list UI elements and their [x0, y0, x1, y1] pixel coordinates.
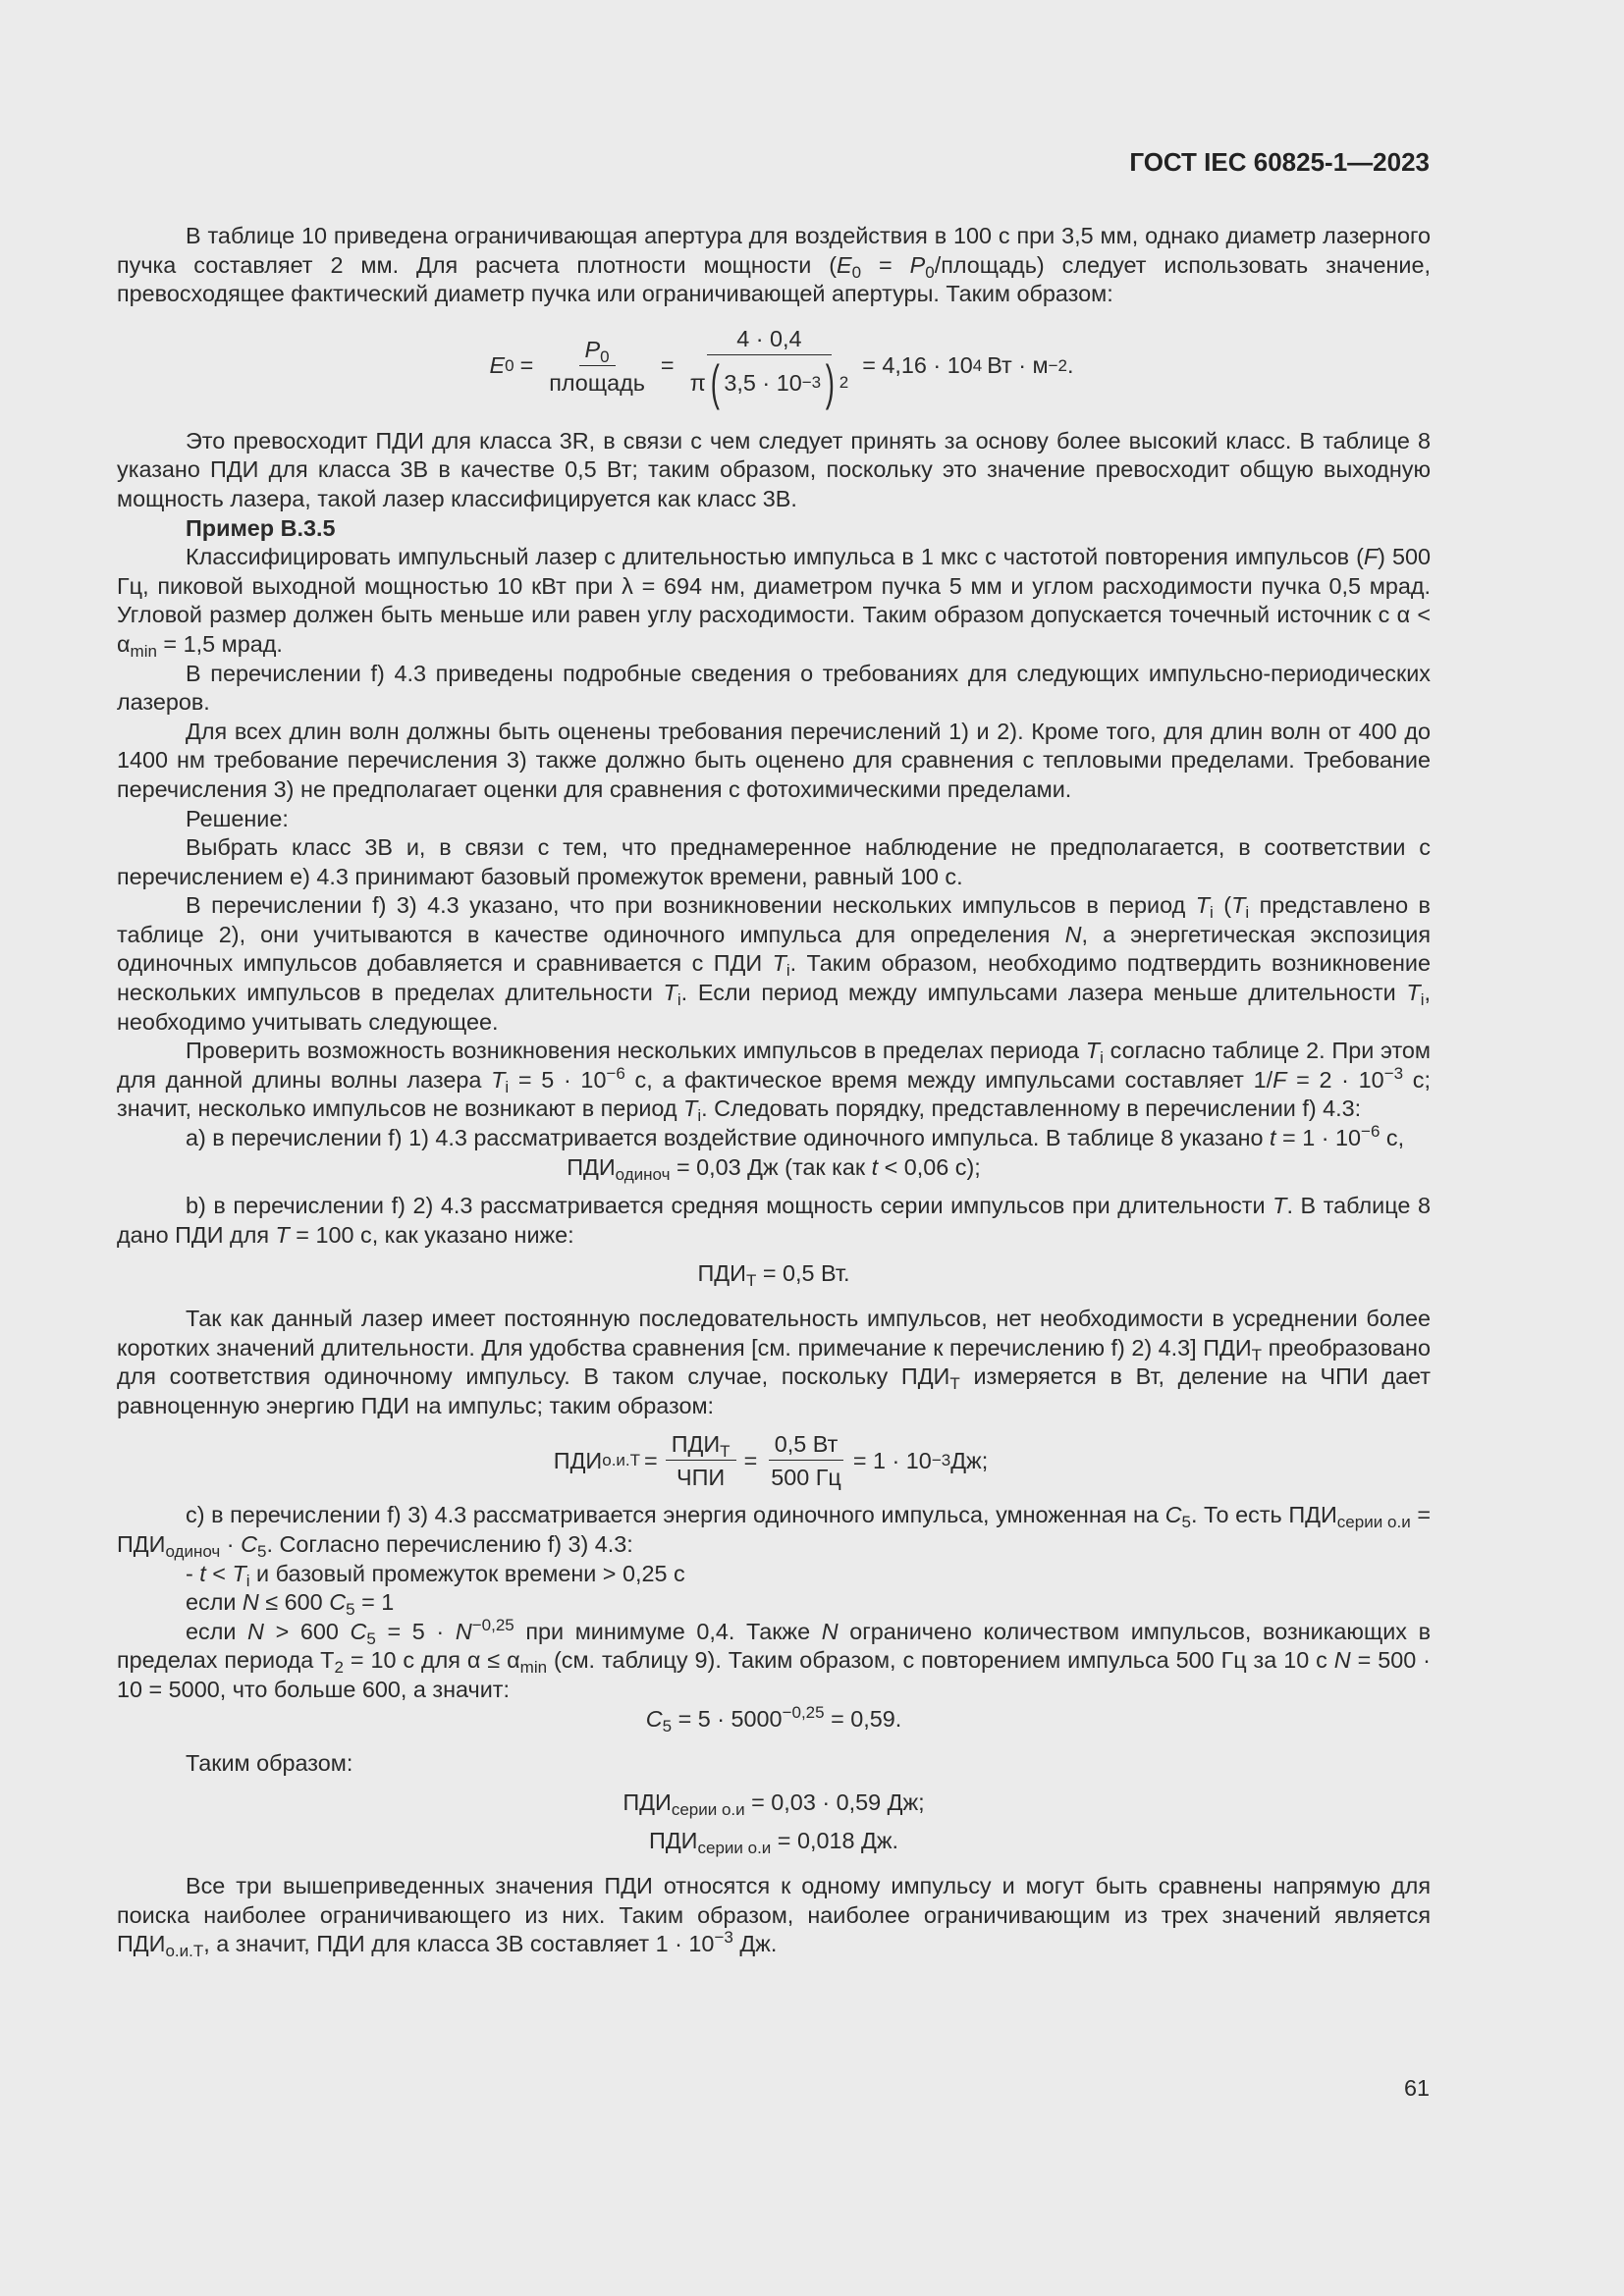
- paragraph-check-pulses: Проверить возможность возникновения нескольких импульсов в пределах периода $T_i$ согласно таблице 2. При этом для данной длины волны лазера $T_i = 5 \cdot 10^{-6}$ с, а фактическое время между импульсами составляет $1/F = 2 \cdot 10^{-3}$ с; значит, несколько импульсов не возникают в период $T_i$. Следовать порядку, представленному в перечислении f) 4.3:: [117, 1038, 1431, 1126]
- condition-n-less: если N ≤ 600 $C_5 = 1$: [186, 1589, 395, 1620]
- equation-single-pulse: $ПДИ_{одиноч} = 0,03$ Дж (так как t < 0,06 с);: [567, 1153, 981, 1184]
- paragraph-thus: Таким образом:: [186, 1750, 353, 1777]
- formula-per-pulse: ПДИ о.и.T = $\frac{ПДИ_T}{\text{ЧПИ}}$ = $\frac{0,5 Вт}{500 Гц}$ = 1 · 10 −3 Дж;: [553, 1431, 989, 1491]
- paragraph-conclusion: Все три вышеприведенных значения ПДИ относятся к одному импульсу и могут быть сравнены напрямую для поиска наиболее ограничивающего из них. Таким образом, наиболее ограничивающим из трех значений является $ПДИ_{о.и.T}$, а значит, ПДИ для класса 3В составляет $1 \cdot 10^{-3}$ Дж.: [117, 1872, 1431, 1961]
- paragraph-solution: Решение:: [186, 805, 289, 831]
- paragraph-class-3r: Это превосходит ПДИ для класса 3R, в связи с чем следует принять за основу более высокий класс. В таблице 8 указано ПДИ для класса 3В в качестве 0,5 Вт; таким образом, поскольку это значение превосходит общую выходную мощность лазера, такой лазер классифицируется как класс 3В.: [117, 427, 1431, 511]
- equation-series-2: $ПДИ_{серии о.и} = 0,018$ Дж.: [649, 1828, 898, 1858]
- paragraph-aperture: В таблице 10 приведена ограничивающая апертура для воздействия в 100 с при 3,5 мм, однако диаметр лазерного пучка составляет 2 мм. Для расчета плотности мощности ($E_0$ = $P_0/площадь$) следует использовать значение, превосходящее фактический диаметр пучка или ограничивающей апертуры. Таким образом:: [117, 223, 1431, 307]
- paragraph-constant-sequence: Так как данный лазер имеет постоянную последовательность импульсов, нет необходимости в усреднении более коротких значений длительности. Для удобства сравнения [см. примечание к перечислению f) 2) 4.3] $ПДИ_T$ преобразовано для соответствия одиночному импульсу. В таком случае, поскольку $ПДИ_T$ измеряется в Вт, деление на ЧПИ дает равноценную энергию ПДИ на импульс; таким образом:: [117, 1306, 1431, 1418]
- paragraph-classify: Классифицировать импульсный лазер с длительностью импульса в 1 мкс с частотой повторения импульсов (F) 500 Гц, пиковой выходной мощностью 10 кВт при λ = 694 нм, диаметром пучка 5 мм и углом расходимости пучка 0,5 мрад. Угловой размер должен быть меньше или равен углу расходимости. Таким образом допускается точечный источник с $\alpha < \alpha_{min} = 1,5$ мрад.: [117, 544, 1431, 661]
- page-content: [117, 222, 1431, 1959]
- example-title: Пример В.3.5: [186, 514, 336, 541]
- condition-time: - $t < T_i$ и базовый промежуток времени > 0,25 с: [186, 1560, 685, 1590]
- paragraph-f43: В перечислении f) 4.3 приведены подробные сведения о требованиях для следующих импульсно-периодических лазеров.: [117, 660, 1431, 716]
- item-c: c) в перечислении f) 3) 4.3 рассматривается энергия одиночного импульса, умноженная на $C_5$. То есть $ПДИ_{серии о.и} = ПДИ_{одиноч} \cdot C_5$. Согласно перечислению f) 3) 4.3:: [117, 1502, 1431, 1561]
- paragraph-wavelengths: Для всех длин волн должны быть оценены требования перечислений 1) и 2). Кроме того, для длин волн от 400 до 1400 нм требование перечисления 3) также должно быть оценено для сравнения с тепловыми пределами. Требование перечисления 3) не предполагает оценки для сравнения с фотохимическими пределами.: [117, 718, 1431, 802]
- equation-average-power: $ПДИ_T = 0,5$ Вт.: [697, 1260, 850, 1291]
- paragraph-class-3b: Выбрать класс 3В и, в связи с тем, что преднамеренное наблюдение не предполагается, в соответствии с перечислением е) 4.3 принимают базовый промежуток времени, равный 100 с.: [117, 834, 1431, 889]
- standard-header: ГОСТ IEC 60825-1—2023: [1129, 147, 1430, 177]
- item-b: b) в перечислении f) 2) 4.3 рассматривается средняя мощность серии импульсов при длительности T. В таблице 8 дано ПДИ для T = 100 с, как указано ниже:: [117, 1193, 1431, 1248]
- fraction-p0-area: $\frac{P_0}{\text{площадь}}$: [549, 336, 645, 396]
- fraction-power-frequency: $\frac{0,5 Вт}{500 Гц}$: [765, 1430, 847, 1491]
- item-a: a) в перечислении f) 1) 4.3 рассматривается воздействие одиночного импульса. В таблице 8 указано $t = 1 \cdot 10^{-6}$ с,: [186, 1122, 1405, 1151]
- fraction-mpe-prf: $\frac{ПДИ_T}{\text{ЧПИ}}$: [666, 1430, 736, 1491]
- fraction-numeric: 4 · 0,4 π ( 3,5 · 10 −3 ) 2: [689, 325, 849, 410]
- condition-n-greater: если N > 600 $C_5 = 5 \cdot N^{-0,25}$ при минимуме 0,4. Также N ограничено количеством импульсов, возникающих в пределах периода $Т_2 = 10$ с для $\alpha \le \alpha_{min}$ (см. таблицу 9). Таким образом, с повторением импульса 500 Гц за 10 с N = 500 · 10 = 5000, что больше 600, а значит:: [117, 1615, 1432, 1702]
- page-number: 61: [1403, 2075, 1430, 2101]
- equation-c5: $C_5 = 5 \cdot 5000^{-0,25} = 0,59$.: [645, 1702, 902, 1735]
- formula-power-density: E 0 = $\frac{P_0}{\text{площадь}}$ = 4 · 0,4 π ( 3,5 · 10 −3 ) 2 = 4,16 · 10 4 Вт · м −2 .: [489, 325, 1074, 410]
- equation-series-1: $ПДИ_{серии о.и} = 0,03 \cdot 0,59$ Дж;: [623, 1789, 925, 1819]
- paragraph-multiple-pulses: В перечислении f) 3) 4.3 указано, что при возникновении нескольких импульсов в период $T_i$ ($T_i$ представлено в таблице 2), они учитываются в качестве одиночного импульса для определения N, а энергетическая экспозиция одиночных импульсов добавляется и сравнивается с ПДИ $T_i$. Таким образом, необходимо подтвердить возникновение нескольких импульсов в пределах длительности $T_i$. Если период между импульсами лазера меньше длительности $T_i$, необходимо учитывать следующее.: [117, 892, 1431, 1035]
